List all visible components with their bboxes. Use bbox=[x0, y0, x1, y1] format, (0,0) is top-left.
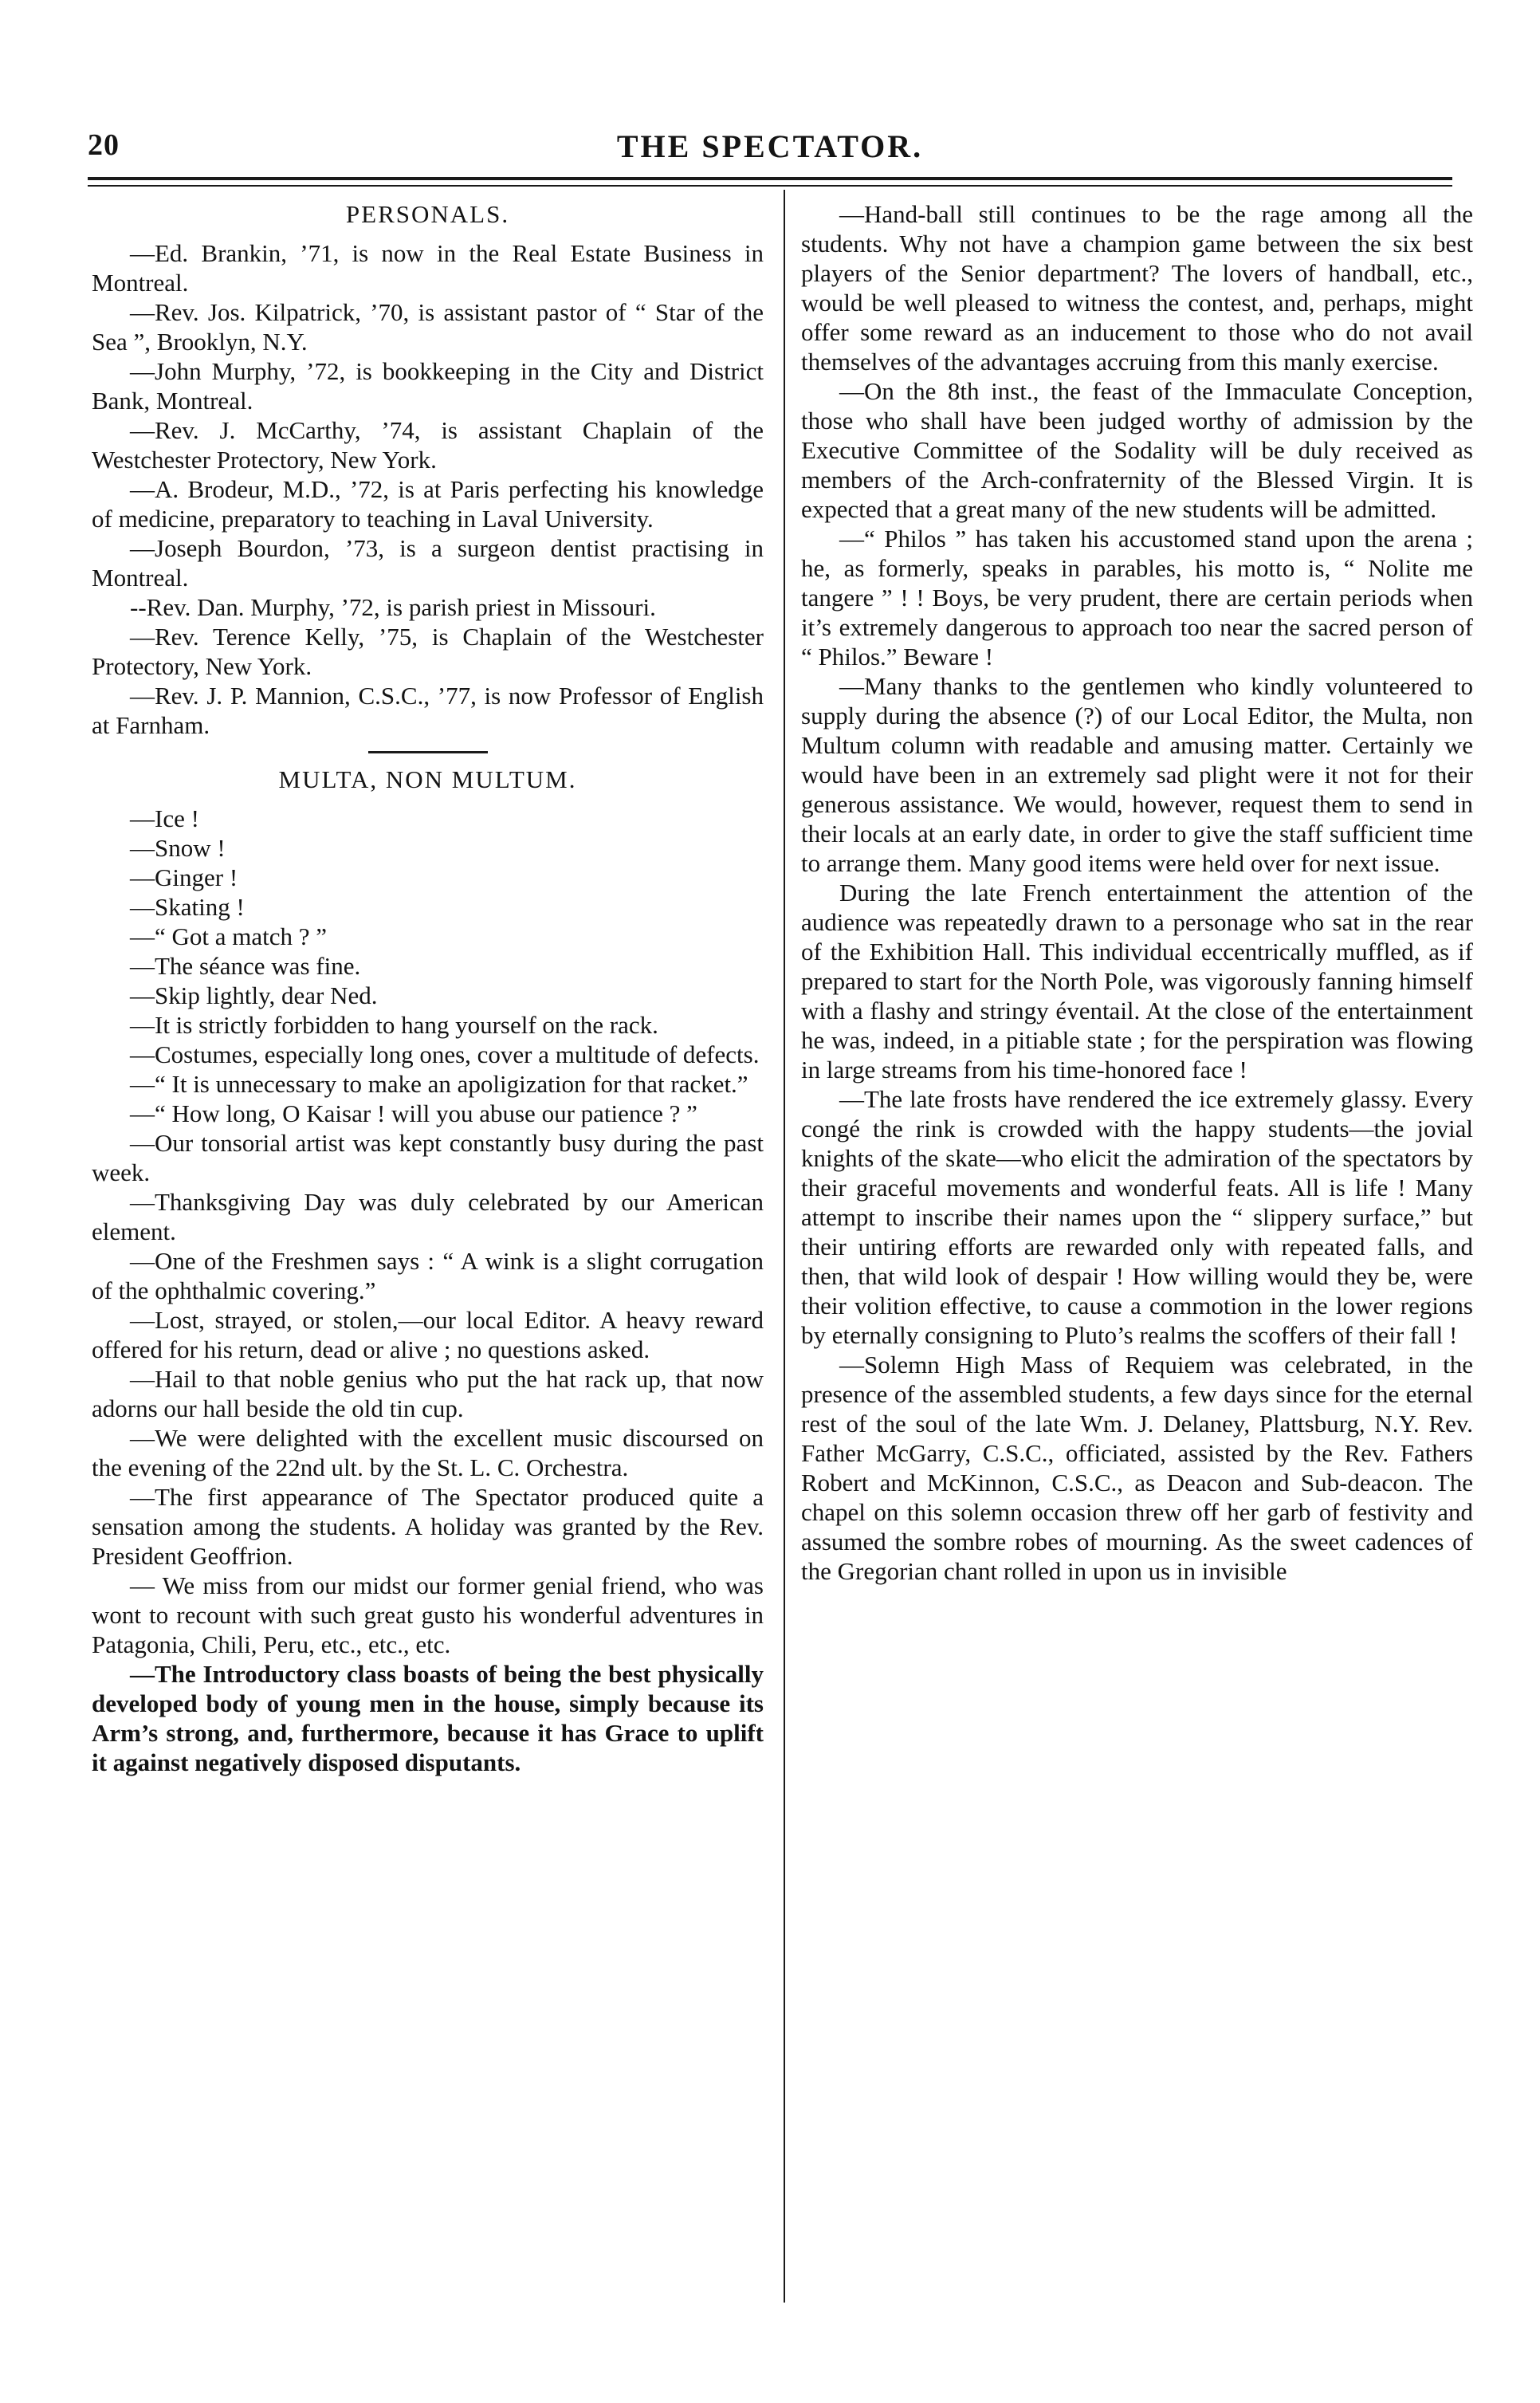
paragraph: —Rev. Jos. Kilpatrick, ’70, is assistant pastor of “ Star of the Sea ”, Brooklyn, N.Y. bbox=[92, 298, 764, 356]
paragraph: —The late frosts have rendered the ice extremely glassy. Every congé the rink is crowded with the happy students—the jovial knights of the skate—who elicit the admiration of the spectators by their graceful movements and wonderful feats. All is life ! Many attempt to inscribe their names upon the “ slippery surface,” but their untiring efforts are rewarded only with repeated falls, and then, that wild look of despair ! How willing would they be, were their volition effective, to cause a commotion in the lower regions by eternally consigning to Pluto’s realms the scoffers of their fall ! bbox=[801, 1085, 1473, 1349]
paragraph: —Rev. J. P. Mannion, C.S.C., ’77, is now Professor of English at Farnham. bbox=[92, 682, 764, 739]
paragraph: —On the 8th inst., the feast of the Immaculate Conception, those who shall have been judged worthy of admission by the Executive Committee of the Sodality will be duly received as members of the Arch-confraternity of the Blessed Virgin. It is expected that a great many of the new students will be admitted. bbox=[801, 377, 1473, 523]
right-paragraphs-list bbox=[801, 199, 1473, 1586]
paragraph: --Rev. Dan. Murphy, ’72, is parish priest in Missouri. bbox=[130, 593, 656, 621]
paragraph: —John Murphy, ’72, is bookkeeping in the City and District Bank, Montreal. bbox=[92, 357, 764, 415]
paragraph: —“ Got a match ? ” bbox=[130, 922, 328, 950]
right-column bbox=[801, 199, 1473, 1586]
paragraph: —We were delighted with the excellent music discoursed on the evening of the 22nd ult. by the St. L. C. Orchestra. bbox=[92, 1424, 764, 1481]
paragraph: —The séance was fine. bbox=[130, 952, 361, 980]
paragraph: —The Introductory class boasts of being the best physically developed body of young men in the house, simply because its Arm’s strong, and, furthermore, because it has Grace to uplift it against negatively disposed disputants. bbox=[92, 1660, 764, 1776]
paragraph: —Costumes, especially long ones, cover a multitude of defects. bbox=[130, 1040, 760, 1068]
paragraph: —Hail to that noble genius who put the hat rack up, that now adorns our hall beside the old tin cup. bbox=[92, 1365, 764, 1422]
paragraph: —“ Philos ” has taken his accustomed stand upon the arena ; he, as formerly, speaks in parables, his motto is, “ Nolite me tangere ” ! ! Boys, be very prudent, there are certain periods when it’s extremely dangerous to approach too near the sacred person of “ Philos.” Beware ! bbox=[801, 525, 1473, 671]
paragraph: —Thanksgiving Day was duly celebrated by our American element. bbox=[92, 1188, 764, 1245]
paragraph: —“ It is unnecessary to make an apoligization for that racket.” bbox=[130, 1070, 748, 1098]
left-column bbox=[92, 199, 764, 1777]
header-rule-thin bbox=[88, 185, 1452, 187]
multa-heading: MULTA, NON MULTUM. bbox=[278, 765, 577, 793]
paragraph: —Many thanks to the gentlemen who kindly volunteered to supply during the absence (?) of our Local Editor, the Multa, non Multum column with readable and amusing matter. Certainly we would have been in an extremely sad plight were it not for their generous assistance. We would, however, request them to send in their locals at an early date, in order to give the staff sufficient time to arrange them. Many good items were held over for next issue. bbox=[801, 672, 1473, 877]
paragraph: —Hand-ball still continues to be the rage among all the students. Why not have a champion game between the six best players of the Senior department? The lovers of handball, etc., would be well pleased to witness the contest, and, perhaps, might offer some reward as an inducement to those who do not avail themselves of the advantages accruing from this manly exercise. bbox=[801, 200, 1473, 376]
paragraph: —Joseph Bourdon, ’73, is a surgeon dentist practising in Montreal. bbox=[92, 534, 764, 592]
short-items-list bbox=[92, 804, 764, 1010]
paragraph: —The first appearance of The Spectator produced quite a sensation among the students. A holiday was granted by the Rev. President Geoffrion. bbox=[92, 1483, 764, 1570]
paragraph: —Ginger ! bbox=[130, 863, 238, 891]
paragraph: —It is strictly forbidden to hang yourself on the rack. bbox=[130, 1011, 658, 1039]
paragraph: —Solemn High Mass of Requiem was celebrated, in the presence of the assembled students, a few days since for the eternal rest of the soul of the late Wm. J. Delaney, Plattsburg, N.Y. Rev. Father McGarry, C.S.C., officiated, assisted by the Rev. Fathers Robert and McKinnon, C.S.C., as Deacon and Sub-deacon. The chapel on this solemn occasion threw off her garb of festivity and assumed the sombre robes of mourning. As the sweet cadences of the Gregorian chant rolled in upon us in invisible bbox=[801, 1351, 1473, 1585]
paragraph: — We miss from our midst our former genial friend, who was wont to recount with such great gusto his wonderful adventures in Patagonia, Chili, Peru, etc., etc., etc. bbox=[92, 1571, 764, 1658]
paragraph: —Lost, strayed, or stolen,—our local Editor. A heavy reward offered for his return, dead or alive ; no questions asked. bbox=[92, 1306, 764, 1363]
paragraph: —Rev. Terence Kelly, ’75, is Chaplain of the Westchester Protectory, New York. bbox=[92, 623, 764, 680]
paragraph: —One of the Freshmen says : “ A wink is a slight corrugation of the ophthalmic covering.” bbox=[92, 1247, 764, 1304]
personals-list bbox=[92, 238, 764, 740]
paragraph: —Skating ! bbox=[130, 893, 245, 921]
paragraph: —“ How long, O Kaisar ! will you abuse our patience ? ” bbox=[130, 1099, 697, 1127]
paragraph: —Ice ! bbox=[130, 804, 199, 832]
paragraph: —Ed. Brankin, ’71, is now in the Real Estate Business in Montreal. bbox=[92, 239, 764, 297]
header-rule-thick bbox=[88, 177, 1452, 180]
personals-heading: PERSONALS. bbox=[345, 200, 510, 228]
paragraph: —Rev. J. McCarthy, ’74, is assistant Chaplain of the Westchester Protectory, New York. bbox=[92, 416, 764, 474]
paragraph: —Snow ! bbox=[130, 834, 226, 862]
section-divider bbox=[368, 751, 488, 753]
multa-items-list bbox=[92, 1010, 764, 1777]
paragraph: —Our tonsorial artist was kept constantly busy during the past week. bbox=[92, 1129, 764, 1186]
running-head-title: THE SPECTATOR. bbox=[616, 128, 924, 164]
paragraph: —Skip lightly, dear Ned. bbox=[130, 981, 378, 1009]
paragraph: During the late French entertainment the attention of the audience was repeatedly drawn to a personage who sat in the rear of the Exhibition Hall. This individual eccentrically muffled, as if prepared to start for the North Pole, was vigorously fanning himself with a flashy and stringy éventail. At the close of the entertainment he was, indeed, in a pitiable state ; for the perspiration was flowing in large streams from his time-honored face ! bbox=[801, 879, 1473, 1084]
paragraph: —A. Brodeur, M.D., ’72, is at Paris perfecting his knowledge of medicine, preparatory to teaching in Laval University. bbox=[92, 475, 764, 533]
page-number: 20 bbox=[88, 128, 120, 162]
column-divider bbox=[784, 190, 785, 2303]
